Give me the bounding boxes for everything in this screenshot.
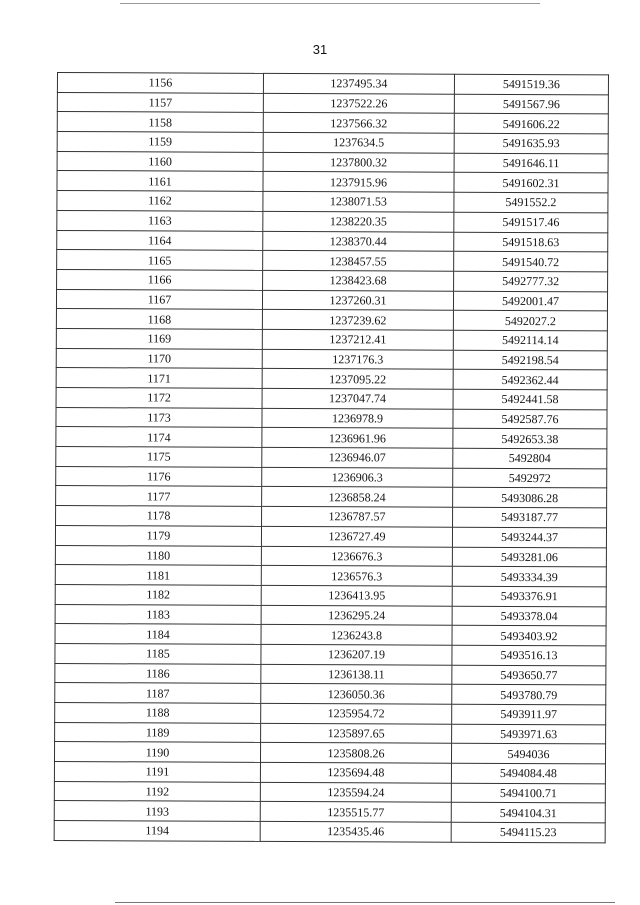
x-coordinate-cell: 1236676.3 (261, 546, 452, 567)
x-coordinate-cell: 1236858.24 (262, 487, 453, 508)
point-number-cell: 1160 (57, 151, 263, 172)
x-coordinate-cell: 1237495.34 (263, 73, 454, 94)
table-row (57, 230, 608, 252)
y-coordinate-cell: 5493403.92 (452, 625, 606, 645)
scan-edge-bottom (115, 902, 615, 903)
y-coordinate-cell: 5491646.11 (454, 153, 608, 173)
table-row (55, 545, 606, 567)
table-row (54, 821, 605, 843)
point-number-cell: 1182 (55, 584, 261, 605)
x-coordinate-cell: 1238220.35 (263, 211, 454, 232)
table-row (55, 525, 606, 547)
point-number-cell: 1162 (57, 191, 263, 212)
coordinates-table-body (54, 73, 608, 843)
table-row (55, 604, 606, 626)
point-number-cell: 1190 (54, 742, 260, 763)
table-row (55, 624, 606, 646)
coordinates-table (54, 72, 609, 843)
y-coordinate-cell: 5492027.2 (453, 310, 607, 330)
x-coordinate-cell: 1236413.95 (261, 585, 452, 606)
y-coordinate-cell: 5494104.31 (451, 803, 605, 823)
table-row (56, 447, 607, 469)
x-coordinate-cell: 1236576.3 (261, 566, 452, 587)
table-row (56, 506, 607, 528)
point-number-cell: 1179 (55, 525, 261, 546)
table-row (54, 742, 605, 764)
point-number-cell: 1159 (57, 132, 263, 153)
point-number-cell: 1157 (57, 92, 263, 113)
x-coordinate-cell: 1238457.55 (263, 251, 454, 272)
table-row (56, 427, 607, 449)
x-coordinate-cell: 1236050.36 (261, 684, 452, 705)
x-coordinate-cell: 1235435.46 (260, 822, 451, 843)
y-coordinate-cell: 5493334.39 (452, 566, 606, 586)
point-number-cell: 1186 (55, 663, 261, 684)
table-row (56, 486, 607, 508)
table-row (55, 663, 606, 685)
x-coordinate-cell: 1236138.11 (261, 664, 452, 685)
y-coordinate-cell: 5493376.91 (452, 586, 606, 606)
x-coordinate-cell: 1236978.9 (262, 408, 453, 429)
table-row (54, 801, 605, 823)
point-number-cell: 1163 (57, 210, 263, 231)
y-coordinate-cell: 5494084.48 (451, 763, 605, 783)
point-number-cell: 1174 (56, 427, 262, 448)
point-number-cell: 1189 (55, 722, 261, 743)
x-coordinate-cell: 1236946.07 (262, 447, 453, 468)
point-number-cell: 1175 (56, 447, 262, 468)
y-coordinate-cell: 5492198.54 (453, 350, 607, 370)
point-number-cell: 1191 (54, 762, 260, 783)
y-coordinate-cell: 5493378.04 (452, 606, 606, 626)
y-coordinate-cell: 5492001.47 (453, 291, 607, 311)
x-coordinate-cell: 1237634.5 (263, 132, 454, 153)
x-coordinate-cell: 1237239.62 (262, 310, 453, 331)
x-coordinate-cell: 1235594.24 (260, 782, 451, 803)
point-number-cell: 1192 (54, 781, 260, 802)
y-coordinate-cell: 5491517.46 (454, 212, 608, 232)
x-coordinate-cell: 1237915.96 (263, 172, 454, 193)
y-coordinate-cell: 5491635.93 (454, 133, 608, 153)
point-number-cell: 1171 (56, 368, 262, 389)
table-row (57, 171, 608, 193)
table-row (55, 722, 606, 744)
y-coordinate-cell: 5493187.77 (453, 507, 607, 527)
x-coordinate-cell: 1236207.19 (261, 644, 452, 665)
x-coordinate-cell: 1235694.48 (260, 762, 451, 783)
y-coordinate-cell: 5493086.28 (453, 488, 607, 508)
x-coordinate-cell: 1236961.96 (262, 428, 453, 449)
y-coordinate-cell: 5493516.13 (452, 645, 606, 665)
point-number-cell: 1194 (54, 821, 260, 842)
x-coordinate-cell: 1236787.57 (262, 507, 453, 528)
x-coordinate-cell: 1238423.68 (263, 270, 454, 291)
y-coordinate-cell: 5493281.06 (452, 547, 606, 567)
point-number-cell: 1166 (57, 269, 263, 290)
point-number-cell: 1168 (56, 309, 262, 330)
point-number-cell: 1176 (56, 466, 262, 487)
x-coordinate-cell: 1237176.3 (262, 349, 453, 370)
y-coordinate-cell: 5494115.23 (451, 822, 605, 842)
x-coordinate-cell: 1235954.72 (261, 703, 452, 724)
point-number-cell: 1164 (57, 230, 263, 251)
y-coordinate-cell: 5492587.76 (453, 409, 607, 429)
y-coordinate-cell: 5492362.44 (453, 370, 607, 390)
y-coordinate-cell: 5494036 (451, 744, 605, 764)
table-row (56, 289, 607, 311)
table-row (57, 250, 608, 272)
table-row (54, 762, 605, 784)
table-row (55, 683, 606, 705)
table-row (57, 151, 608, 173)
table-row (56, 368, 607, 390)
point-number-cell: 1183 (55, 604, 261, 625)
point-number-cell: 1170 (56, 348, 262, 369)
y-coordinate-cell: 5491518.63 (454, 232, 608, 252)
x-coordinate-cell: 1236243.8 (261, 625, 452, 646)
table-row (57, 191, 608, 213)
table-row (55, 643, 606, 665)
table-row (56, 387, 607, 409)
x-coordinate-cell: 1237566.32 (263, 113, 454, 134)
y-coordinate-cell: 5491606.22 (454, 114, 608, 134)
x-coordinate-cell: 1235897.65 (261, 723, 452, 744)
point-number-cell: 1181 (55, 565, 261, 586)
y-coordinate-cell: 5492114.14 (453, 330, 607, 350)
point-number-cell: 1193 (54, 801, 260, 822)
table-row (57, 112, 608, 134)
x-coordinate-cell: 1237522.26 (263, 93, 454, 114)
y-coordinate-cell: 5492972 (453, 468, 607, 488)
table-row (54, 781, 605, 803)
table-row (56, 466, 607, 488)
table-row (57, 132, 608, 154)
y-coordinate-cell: 5491567.96 (454, 94, 608, 114)
x-coordinate-cell: 1235808.26 (260, 743, 451, 764)
x-coordinate-cell: 1238370.44 (263, 231, 454, 252)
x-coordinate-cell: 1237260.31 (262, 290, 453, 311)
scan-edge-top (120, 3, 540, 4)
y-coordinate-cell: 5492777.32 (454, 271, 608, 291)
y-coordinate-cell: 5492441.58 (453, 389, 607, 409)
point-number-cell: 1185 (55, 643, 261, 664)
x-coordinate-cell: 1235515.77 (260, 802, 451, 823)
x-coordinate-cell: 1237047.74 (262, 388, 453, 409)
point-number-cell: 1178 (56, 506, 262, 527)
y-coordinate-cell: 5493971.63 (452, 724, 606, 744)
point-number-cell: 1180 (55, 545, 261, 566)
table-row (57, 210, 608, 232)
x-coordinate-cell: 1236727.49 (261, 526, 452, 547)
x-coordinate-cell: 1237800.32 (263, 152, 454, 173)
point-number-cell: 1173 (56, 407, 262, 428)
point-number-cell: 1177 (56, 486, 262, 507)
point-number-cell: 1188 (55, 702, 261, 723)
y-coordinate-cell: 5491602.31 (454, 173, 608, 193)
table-row (56, 348, 607, 370)
table-row (56, 407, 607, 429)
point-number-cell: 1156 (57, 73, 263, 94)
table-row (57, 73, 608, 95)
y-coordinate-cell: 5492804 (453, 448, 607, 468)
y-coordinate-cell: 5492653.38 (453, 429, 607, 449)
y-coordinate-cell: 5493911.97 (452, 704, 606, 724)
page-number: 31 (312, 42, 328, 57)
y-coordinate-cell: 5493650.77 (452, 665, 606, 685)
table-row (55, 565, 606, 587)
point-number-cell: 1184 (55, 624, 261, 645)
table-row (55, 702, 606, 724)
x-coordinate-cell: 1236295.24 (261, 605, 452, 626)
table-row (57, 92, 608, 114)
table-row (57, 269, 608, 291)
x-coordinate-cell: 1237212.41 (262, 329, 453, 350)
point-number-cell: 1161 (57, 171, 263, 192)
y-coordinate-cell: 5491519.36 (454, 74, 608, 94)
point-number-cell: 1172 (56, 387, 262, 408)
y-coordinate-cell: 5493244.37 (452, 527, 606, 547)
y-coordinate-cell: 5494100.71 (451, 783, 605, 803)
x-coordinate-cell: 1236906.3 (262, 467, 453, 488)
point-number-cell: 1187 (55, 683, 261, 704)
point-number-cell: 1167 (56, 289, 262, 310)
y-coordinate-cell: 5491540.72 (454, 251, 608, 271)
x-coordinate-cell: 1237095.22 (262, 369, 453, 390)
point-number-cell: 1169 (56, 328, 262, 349)
y-coordinate-cell: 5493780.79 (452, 685, 606, 705)
point-number-cell: 1158 (57, 112, 263, 133)
y-coordinate-cell: 5491552.2 (454, 192, 608, 212)
point-number-cell: 1165 (57, 250, 263, 271)
table-row (56, 328, 607, 350)
table-row (55, 584, 606, 606)
table-row (56, 309, 607, 331)
x-coordinate-cell: 1238071.53 (263, 192, 454, 213)
